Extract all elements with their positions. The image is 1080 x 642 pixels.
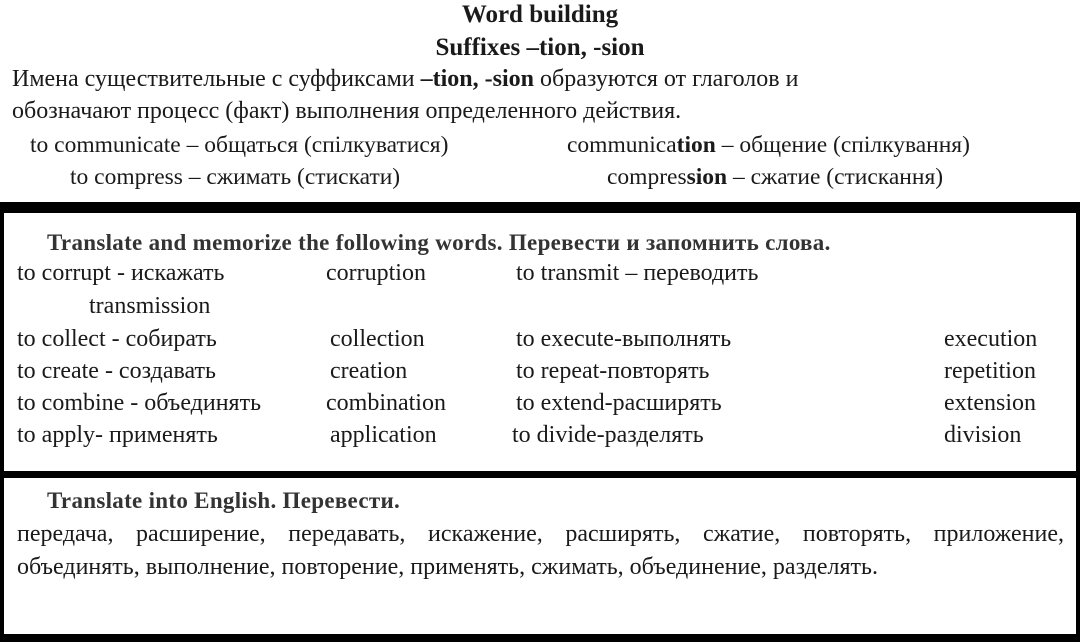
- noun-suffix: sion: [686, 164, 728, 190]
- noun-cell: corruption: [326, 260, 426, 286]
- intro-line-2: обозначают процесс (факт) выполнения определенного действия.: [12, 98, 682, 124]
- verb-cell: to corrupt - искажать: [17, 260, 225, 286]
- noun-cell: division: [944, 422, 1022, 448]
- noun-cell: combination: [326, 390, 446, 416]
- noun-cell: application: [330, 422, 437, 448]
- noun-cell: creation: [330, 358, 408, 384]
- intro-line-1: [12, 66, 798, 93]
- example-verb-2: to compress – сжимать (стискати): [70, 164, 401, 190]
- verb-cell: to execute-выполнять: [516, 326, 732, 352]
- translation-word-list: передача, расширение, передавать, искажение, расширять, сжатие, повторять, приложение, объединять, выполнение, повторение, применять, сжимать, объединение, разделять.: [17, 521, 1064, 580]
- example-noun-1: [567, 132, 970, 159]
- noun-cell: execution: [944, 326, 1038, 352]
- vocabulary-heading: Translate and memorize the following words. Перевести и запомнить слова.: [47, 230, 831, 255]
- verb-cell: to divide-разделять: [512, 422, 704, 448]
- page-title: Word building: [461, 1, 619, 28]
- verb-cell: to repeat-повторять: [516, 358, 710, 384]
- intro-text: Имена существительные с суффиксами: [12, 66, 421, 92]
- noun-cell-wrapped: transmission: [89, 293, 211, 319]
- verb-cell: to create - создавать: [17, 358, 216, 384]
- noun-cell: extension: [944, 390, 1036, 416]
- verb-cell: to combine - объединять: [17, 390, 262, 416]
- noun-cell: repetition: [944, 358, 1036, 384]
- noun-translation: – сжатие (стискання): [727, 164, 944, 190]
- example-verb-1: to communicate – общаться (спілкуватися): [30, 132, 449, 158]
- verb-cell: to extend-расширять: [516, 390, 722, 416]
- noun-translation: – общение (спілкування): [715, 132, 970, 158]
- translation-heading: Translate into English. Перевести.: [47, 488, 401, 513]
- verb-cell: to apply- применять: [17, 422, 218, 448]
- vocabulary-box: [0, 202, 1080, 479]
- noun-cell: collection: [330, 326, 425, 352]
- intro-suffixes: –tion, -sion: [420, 66, 534, 92]
- intro-text-end: образуются от глаголов и: [533, 66, 799, 92]
- noun-stem: communica: [567, 132, 677, 158]
- verb-cell: to transmit – переводить: [516, 260, 759, 286]
- verb-cell: to collect - собирать: [17, 326, 217, 352]
- noun-stem: compres: [607, 164, 687, 190]
- noun-suffix: tion: [676, 132, 716, 158]
- translation-box: [0, 472, 1080, 642]
- example-noun-2: [607, 164, 943, 191]
- page-subtitle: Suffixes –tion, -sion: [435, 34, 645, 61]
